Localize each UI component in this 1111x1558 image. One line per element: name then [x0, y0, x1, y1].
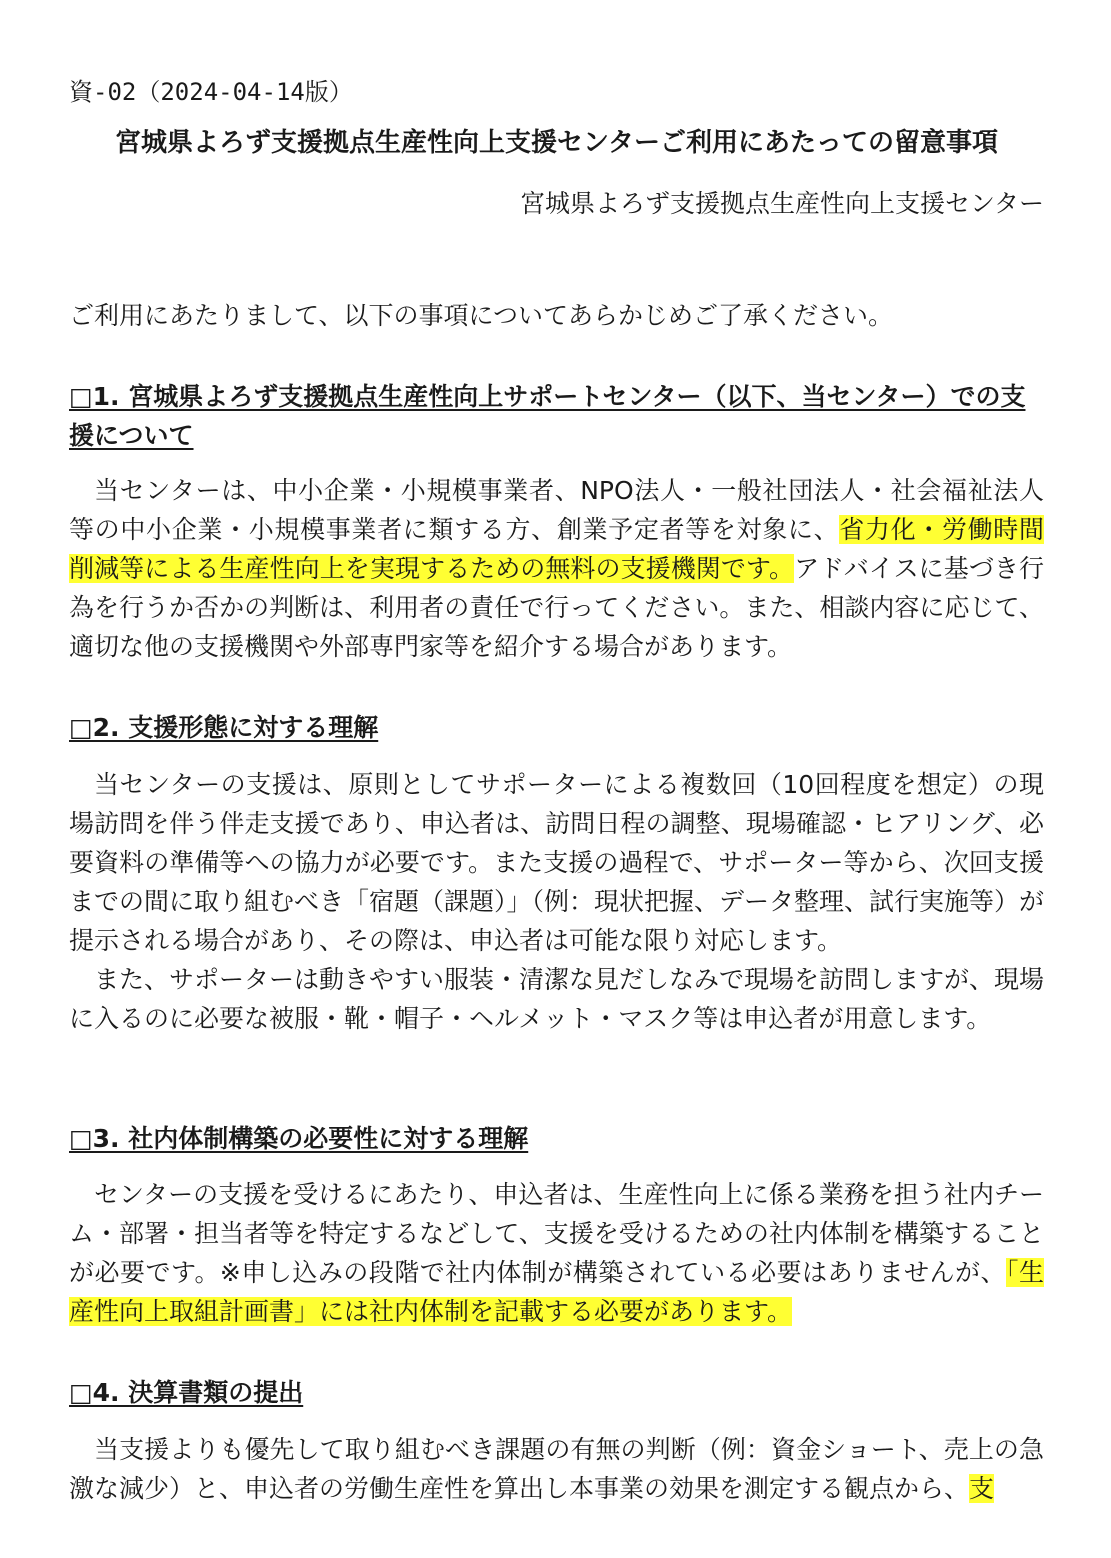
section-4-paragraph — [69, 1430, 1044, 1508]
section-3-highlight: 「生産性向上取組計画書」には社内体制を記載する必要があります。 — [69, 1258, 1044, 1326]
section-3-text-start: センターの支援を受けるにあたり、申込者は、生産性向上に係る業務を担う社内チーム・部署・担当者等を特定するなどして、支援を受けるための社内体制を構築することが必要です。※申し込みの段階で社内体制が構築されている必要はありませんが、 — [69, 1180, 1044, 1287]
document-id: 資-02（2024-04-14版） — [69, 78, 353, 106]
section-1-heading: □1. 宮城県よろず支援拠点生産性向上サポートセンター（以下、当センター）での支援について — [69, 382, 1026, 450]
page-title: 宮城県よろず支援拠点生産性向上支援センターご利用にあたっての留意事項 — [115, 128, 998, 158]
section-1-text-end: アドバイスに基づき行為を行うか否かの判断は、利用者の責任で行ってください。また、相談内容に応じて、適切な他の支援機関や外部専門家等を紹介する場合があります。 — [69, 554, 1044, 661]
section-1-highlight: 省力化・労働時間削減等による生産性向上を実現するための無料の支援機関です。 — [69, 515, 1044, 583]
section-4-text-start: 当支援よりも優先して取り組むべき課題の有無の判断（例：資金ショート、売上の急激な減少）と、申込者の労働生産性を算出し本事業の効果を測定する観点から、 — [69, 1435, 1044, 1503]
section-2-paragraph-2: また、サポーターは動きやすい服装・清潔な見だしなみで現場を訪問しますが、現場に入るのに必要な被服・靴・帽子・ヘルメット・マスク等は申込者が用意します。 — [69, 965, 1045, 1033]
section-4-highlight: 支 — [969, 1474, 995, 1503]
section-2-paragraph-1: 当センターの支援は、原則としてサポーターによる複数回（10回程度を想定）の現場訪問を伴う伴走支援であり、申込者は、訪問日程の調整、現場確認・ヒアリング、必要資料の準備等への協力が必要です。また支援の過程で、サポーター等から、次回支援までの間に取り組むべき「宿題（課題）」（例：現状把握、データ整理、試行実施等）が提示される場合があり、その際は、申込者は可能な限り対応します。 — [69, 770, 1045, 955]
section-3-heading: □3. 社内体制構築の必要性に対する理解 — [69, 1124, 529, 1153]
section-2-heading: □2. 支援形態に対する理解 — [69, 713, 379, 742]
intro-text: ご利用にあたりまして、以下の事項についてあらかじめご了承ください。 — [69, 301, 894, 330]
section-3-paragraph — [69, 1175, 1044, 1331]
organization-name: 宮城県よろず支援拠点生産性向上支援センター — [519, 189, 1044, 218]
section-4-heading: □4. 決算書類の提出 — [69, 1378, 304, 1407]
section-1-text-start: 当センターは、中小企業・小規模事業者、NPO法人・一般社団法人・社会福祉法人等の中小企業・小規模事業者に類する方、創業予定者等を対象に、 — [69, 476, 1044, 544]
section-1-paragraph — [69, 471, 1044, 666]
